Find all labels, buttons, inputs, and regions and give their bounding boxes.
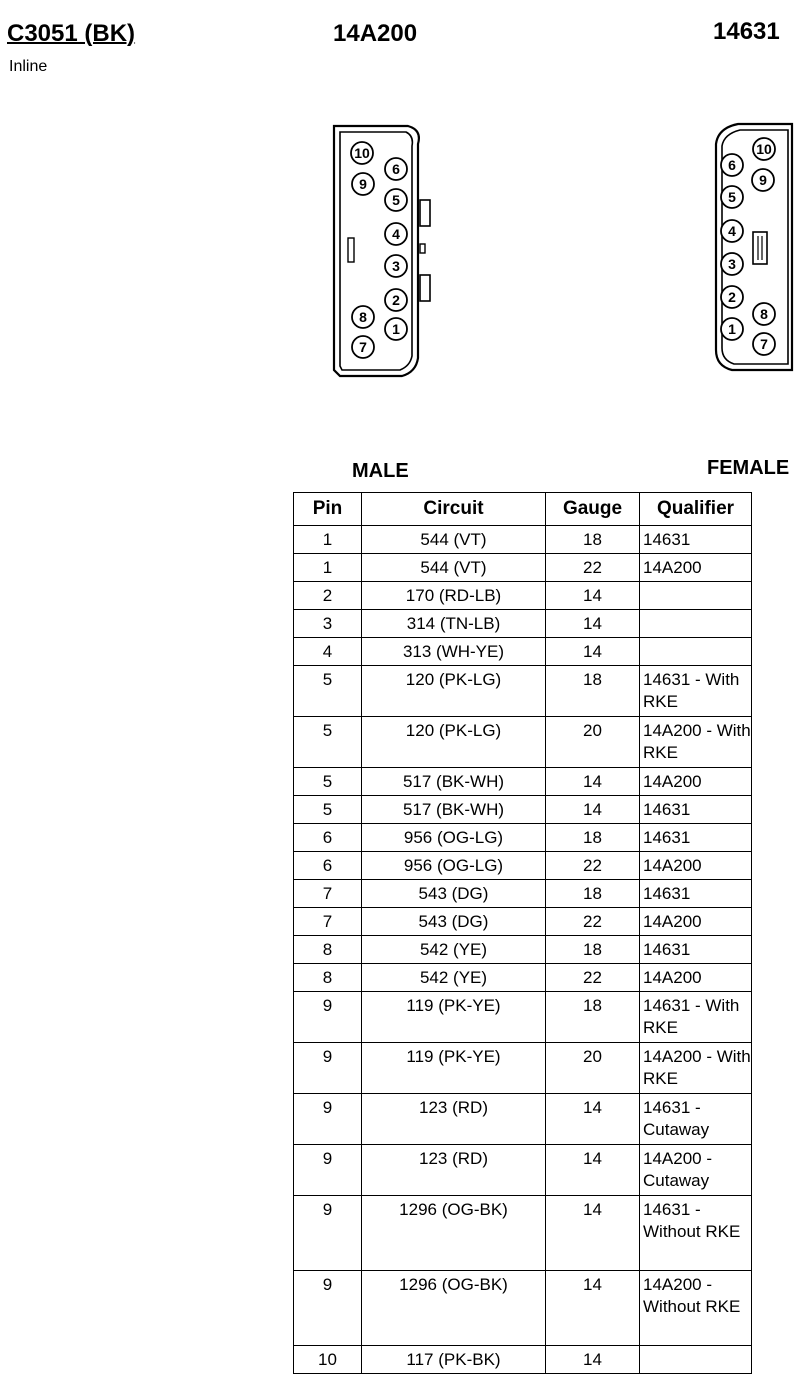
circuit-cell: 543 (DG) bbox=[362, 908, 546, 936]
pin-label: 3 bbox=[728, 256, 736, 272]
pin-label: 6 bbox=[728, 157, 736, 173]
circuit-cell: 542 (YE) bbox=[362, 964, 546, 992]
pin-cell: 2 bbox=[294, 582, 362, 610]
pin-cell: 8 bbox=[294, 964, 362, 992]
qualifier-cell bbox=[640, 638, 752, 666]
female-connector-diagram bbox=[710, 118, 800, 378]
table-row bbox=[294, 824, 752, 852]
table-row bbox=[294, 852, 752, 880]
circuit-cell: 544 (VT) bbox=[362, 526, 546, 554]
pin-label: 4 bbox=[728, 223, 736, 239]
table-row bbox=[294, 1094, 752, 1145]
gauge-cell: 18 bbox=[546, 824, 640, 852]
gauge-cell: 14 bbox=[546, 1145, 640, 1196]
table-row bbox=[294, 880, 752, 908]
pin-label: 2 bbox=[728, 289, 736, 305]
gauge-cell: 14 bbox=[546, 582, 640, 610]
circuit-cell: 956 (OG-LG) bbox=[362, 852, 546, 880]
pin-cell: 8 bbox=[294, 936, 362, 964]
pin-label: 4 bbox=[392, 226, 400, 242]
circuit-cell: 119 (PK-YE) bbox=[362, 1043, 546, 1094]
table-row bbox=[294, 554, 752, 582]
gauge-cell: 14 bbox=[546, 796, 640, 824]
table-row bbox=[294, 610, 752, 638]
gauge-cell: 22 bbox=[546, 908, 640, 936]
pin-cell: 9 bbox=[294, 992, 362, 1043]
table-row bbox=[294, 1196, 752, 1271]
pin-cell: 4 bbox=[294, 638, 362, 666]
pin-cell: 9 bbox=[294, 1043, 362, 1094]
pin-cell: 3 bbox=[294, 610, 362, 638]
pin-label: 9 bbox=[359, 176, 367, 192]
connector-id: C3051 (BK) bbox=[7, 20, 136, 47]
pin-cell: 5 bbox=[294, 717, 362, 768]
pin-label: 9 bbox=[759, 172, 767, 188]
pin-label: 7 bbox=[359, 339, 367, 355]
qualifier-cell: 14631 - With RKE bbox=[640, 992, 752, 1043]
pin-cell: 5 bbox=[294, 796, 362, 824]
pin-cell: 7 bbox=[294, 880, 362, 908]
gauge-cell: 18 bbox=[546, 936, 640, 964]
circuit-cell: 117 (PK-BK) bbox=[362, 1346, 546, 1374]
circuit-cell: 123 (RD) bbox=[362, 1145, 546, 1196]
gauge-cell: 18 bbox=[546, 880, 640, 908]
pin-label: 10 bbox=[756, 141, 772, 157]
pin-label: 3 bbox=[392, 258, 400, 274]
gauge-cell: 22 bbox=[546, 554, 640, 582]
table-row bbox=[294, 717, 752, 768]
table-row bbox=[294, 1043, 752, 1094]
gauge-cell: 22 bbox=[546, 964, 640, 992]
male-connector-diagram bbox=[330, 120, 440, 382]
circuit-cell: 1296 (OG-BK) bbox=[362, 1271, 546, 1346]
qualifier-cell: 14631 - Without RKE bbox=[640, 1196, 752, 1271]
circuit-cell: 314 (TN-LB) bbox=[362, 610, 546, 638]
qualifier-cell: 14A200 - Cutaway bbox=[640, 1145, 752, 1196]
table-row bbox=[294, 992, 752, 1043]
qualifier-cell: 14631 bbox=[640, 824, 752, 852]
gauge-cell: 18 bbox=[546, 526, 640, 554]
circuit-cell: 544 (VT) bbox=[362, 554, 546, 582]
table-row bbox=[294, 768, 752, 796]
column-header-qualifier: Qualifier bbox=[640, 493, 752, 526]
qualifier-cell: 14A200 bbox=[640, 554, 752, 582]
pin-cell: 1 bbox=[294, 526, 362, 554]
table-row bbox=[294, 796, 752, 824]
circuit-cell: 120 (PK-LG) bbox=[362, 666, 546, 717]
qualifier-cell: 14631 bbox=[640, 526, 752, 554]
pin-label: 1 bbox=[392, 321, 400, 337]
qualifier-cell: 14A200 bbox=[640, 768, 752, 796]
qualifier-cell: 14631 - With RKE bbox=[640, 666, 752, 717]
circuit-cell: 517 (BK-WH) bbox=[362, 796, 546, 824]
table-row bbox=[294, 638, 752, 666]
pin-cell: 9 bbox=[294, 1196, 362, 1271]
circuit-cell: 123 (RD) bbox=[362, 1094, 546, 1145]
column-header-circuit: Circuit bbox=[362, 493, 546, 526]
gauge-cell: 14 bbox=[546, 768, 640, 796]
table-header-row bbox=[294, 493, 752, 526]
male-part-number: 14A200 bbox=[333, 20, 418, 47]
female-part-number: 14631 bbox=[713, 18, 780, 45]
gauge-cell: 14 bbox=[546, 1094, 640, 1145]
pinout-table bbox=[293, 492, 752, 1374]
table-row bbox=[294, 964, 752, 992]
qualifier-cell bbox=[640, 1346, 752, 1374]
qualifier-cell: 14631 bbox=[640, 936, 752, 964]
qualifier-cell bbox=[640, 582, 752, 610]
pin-label: 8 bbox=[760, 306, 768, 322]
circuit-cell: 170 (RD-LB) bbox=[362, 582, 546, 610]
table-row bbox=[294, 936, 752, 964]
table-row bbox=[294, 1145, 752, 1196]
circuit-cell: 1296 (OG-BK) bbox=[362, 1196, 546, 1271]
pin-label: 5 bbox=[392, 192, 400, 208]
gauge-cell: 14 bbox=[546, 1196, 640, 1271]
female-view-label: FEMALE bbox=[707, 457, 790, 479]
table-row bbox=[294, 666, 752, 717]
qualifier-cell: 14A200 - With RKE bbox=[640, 1043, 752, 1094]
circuit-cell: 119 (PK-YE) bbox=[362, 992, 546, 1043]
qualifier-cell: 14631 bbox=[640, 796, 752, 824]
pin-cell: 5 bbox=[294, 768, 362, 796]
gauge-cell: 18 bbox=[546, 666, 640, 717]
connector-location: Inline bbox=[9, 58, 48, 75]
table-row bbox=[294, 582, 752, 610]
circuit-cell: 956 (OG-LG) bbox=[362, 824, 546, 852]
qualifier-cell: 14A200 - With RKE bbox=[640, 717, 752, 768]
qualifier-cell: 14A200 - Without RKE bbox=[640, 1271, 752, 1346]
pin-label: 8 bbox=[359, 309, 367, 325]
pin-cell: 1 bbox=[294, 554, 362, 582]
circuit-cell: 120 (PK-LG) bbox=[362, 717, 546, 768]
pin-cell: 9 bbox=[294, 1271, 362, 1346]
pin-label: 6 bbox=[392, 161, 400, 177]
gauge-cell: 14 bbox=[546, 1346, 640, 1374]
table-row bbox=[294, 1271, 752, 1346]
pin-cell: 5 bbox=[294, 666, 362, 717]
circuit-cell: 542 (YE) bbox=[362, 936, 546, 964]
pin-label: 5 bbox=[728, 189, 736, 205]
column-header-pin: Pin bbox=[294, 493, 362, 526]
qualifier-cell: 14A200 bbox=[640, 908, 752, 936]
qualifier-cell: 14A200 bbox=[640, 852, 752, 880]
qualifier-cell: 14A200 bbox=[640, 964, 752, 992]
pin-cell: 10 bbox=[294, 1346, 362, 1374]
pin-cell: 9 bbox=[294, 1145, 362, 1196]
pin-label: 2 bbox=[392, 292, 400, 308]
pin-label: 10 bbox=[354, 145, 370, 161]
gauge-cell: 14 bbox=[546, 610, 640, 638]
column-header-gauge: Gauge bbox=[546, 493, 640, 526]
pin-cell: 6 bbox=[294, 852, 362, 880]
circuit-cell: 313 (WH-YE) bbox=[362, 638, 546, 666]
circuit-cell: 517 (BK-WH) bbox=[362, 768, 546, 796]
table-row bbox=[294, 908, 752, 936]
gauge-cell: 20 bbox=[546, 1043, 640, 1094]
gauge-cell: 20 bbox=[546, 717, 640, 768]
gauge-cell: 14 bbox=[546, 638, 640, 666]
gauge-cell: 14 bbox=[546, 1271, 640, 1346]
table-row bbox=[294, 526, 752, 554]
pin-cell: 7 bbox=[294, 908, 362, 936]
pin-label: 1 bbox=[728, 321, 736, 337]
male-view-label: MALE bbox=[352, 460, 409, 482]
table-row bbox=[294, 1346, 752, 1374]
qualifier-cell bbox=[640, 610, 752, 638]
qualifier-cell: 14631 bbox=[640, 880, 752, 908]
circuit-cell: 543 (DG) bbox=[362, 880, 546, 908]
gauge-cell: 22 bbox=[546, 852, 640, 880]
pin-label: 7 bbox=[760, 336, 768, 352]
qualifier-cell: 14631 - Cutaway bbox=[640, 1094, 752, 1145]
pin-cell: 6 bbox=[294, 824, 362, 852]
pin-cell: 9 bbox=[294, 1094, 362, 1145]
gauge-cell: 18 bbox=[546, 992, 640, 1043]
